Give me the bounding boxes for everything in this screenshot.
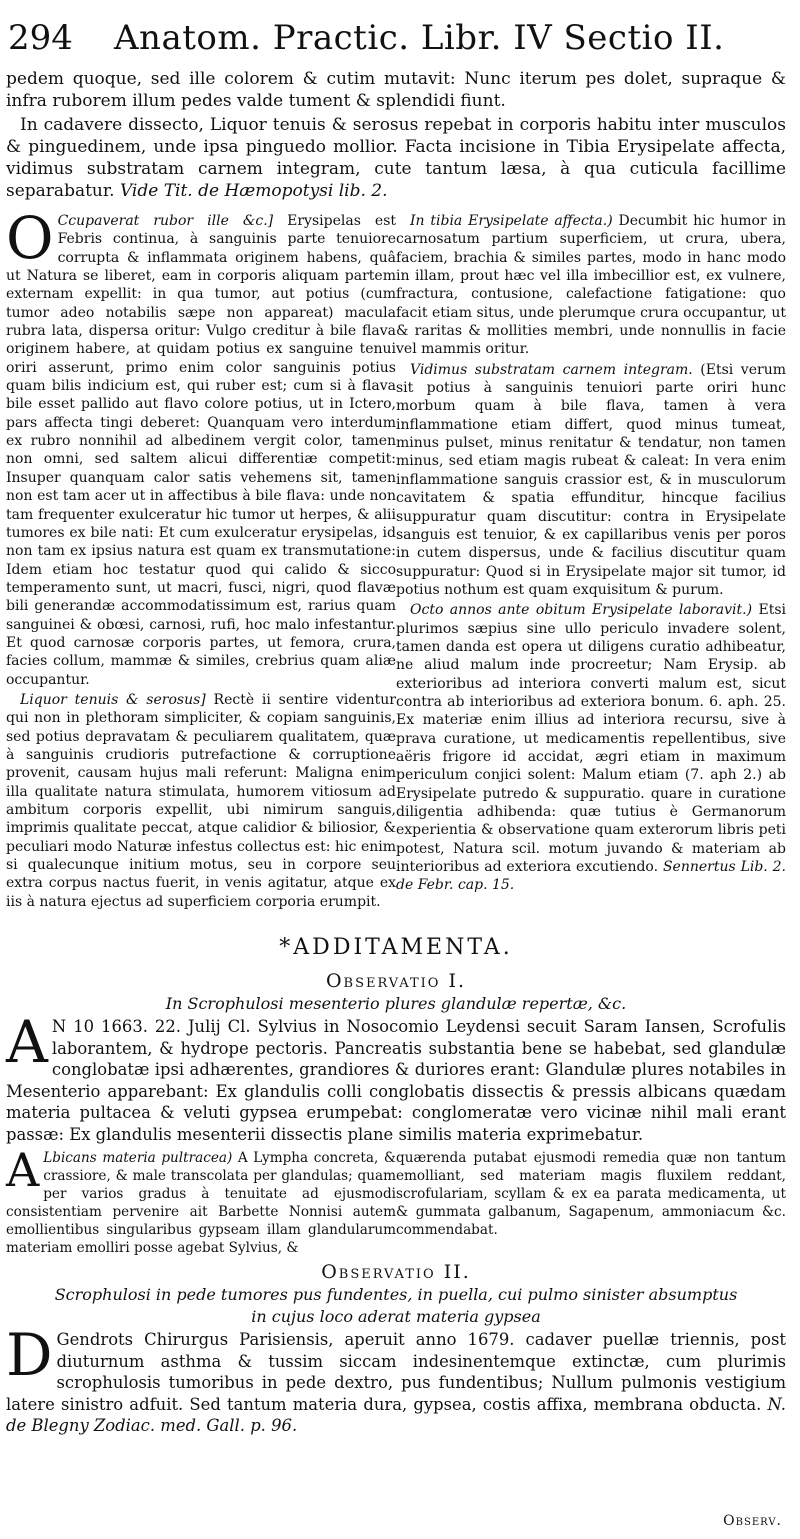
observation-2-reference: N. de Blegny Zodiac. med. Gall. p. 96.: [6, 1394, 786, 1436]
observation-2-title: Observatio II.: [321, 1261, 471, 1284]
drop-cap: A: [6, 1143, 40, 1198]
catchword: Observ.: [723, 1513, 782, 1529]
observation-1-subtitle: In Scrophulosi mesenterio plures glandulæ repertæ, &c.: [165, 994, 627, 1014]
right-paragraph-1: [396, 212, 786, 359]
observation-2-text: [6, 1321, 786, 1437]
right-paragraph-2: [396, 361, 786, 599]
drop-cap: D: [6, 1321, 53, 1390]
lemma: Octo annos ante obitum Erysipelate laboravit.): [410, 602, 753, 619]
scholium-left-text: A Lympha concreta, & crassiore, & male transcolata per glandulas; quam per varios gradus à tenuitate ad ejusmodi consistentiam pervenire ait Barbette Nonnisi autem emollientibus singularibus gypseam illam glandularum materiam emolliri posse agebat Sylvius, &: [6, 1150, 396, 1257]
intro-paragraph-2-text: In cadavere dissecto, Liquor tenuis & serosus repebat in corporis habitu inter musculos & pinguedinem, unde ipsa pinguedo mollior. Facta incisione in Tibia Erysipelate affecta, vidimus substratam carnem integram, cute tantum læsa, à qua cuticula facillime separabatur.: [6, 115, 786, 201]
left-paragraph-2: [6, 691, 396, 911]
lemma: In tibia Erysipelate affecta.): [410, 213, 613, 229]
left-column: [6, 204, 397, 913]
observation-1-text: [6, 1008, 786, 1145]
left-paragraph-1-text: Erysipelas est Febris continua, à sanguinis parte tenuiore corrupta & inflammata originem habens, quâ ut Natura se liberet, eam in corporis aliquam partem externam expellit: in qua tumor, aut potius (cum tumor adeo notabilis sæpe non appareat) macula rubra lata, dispersa oritur: Vulgo creditur à bile flava originem habere, at quidam potius ex sanguine tenui oriri asserunt, primo enim color sanguinis potius quam bilis indicium est, qui ruber est; cum si à flava bile esset pallido aut flavo colore potius, ut in Ictero, pars affecta tingi deberet: Quanquam vero interdum ex rubro nonnihil ad albedinem vergit color, tamen non omni, sed saltem alicui differentiæ competit: Insuper quanquam calor satis vehemens sit, tamen non est tam acer ut in affectibus à bile flava: unde non tam frequenter exulceratur hic tumor ut herpes, & alii tumores ex bile nati: Et cum exulceratur erysipelas, id non tam ex ipsius natura est quam ex transmutatione: Idem etiam hoc testatur quod qui calido & sicco temperamento sunt, ut macri, fusci, nigri, quod flavæ bili generandæ accommodatissimum est, rarius quam sanguinei & obœsi, carnosi, rufi, hoc malo infestantur. Et quod carnosæ corporis partes, ut femora, crura, facies collum, mammæ & similes, crebrius quam aliæ occupantur.: [6, 213, 397, 688]
running-title: Anatom. Practic. Libr. IV Sectio II.: [114, 18, 725, 58]
intro-reference: Vide Tit. de Hæmopotysi lib. 2.: [119, 181, 388, 201]
left-paragraph-2-text: Rectè ii sentire videntur qui non in plethoram simpliciter, & copiam sanguinis, sed potius depravatam & peculiarem qualitatem, quæ à sanguinis crudioris putrefactione & corruptione provenit, causam hujus mali referunt: Maligna enim illa qualitate natura stimulata, humorem vitiosum ad ambitum corporis expellit, ubi nimirum sanguis, imprimis qualitate peccat, atque calidior & biliosior, & peculiari modo Naturæ infestus collectus est: hic enim si qualecunque initium motus, seu in corpore seu extra corpus nactus fuerit, in venis agitatur, atque ex iis à natura ejectus ad superficiem corporia erumpit.: [6, 691, 397, 910]
observation-2-subtitle-1: Scrophulosi in pede tumores pus fundentes, in puella, cui pulmo sinister absumptus: [54, 1285, 738, 1305]
observation-2-body: Gendrots Chirurgus Parisiensis, aperuit anno 1679. cadaver puellæ triennis, post diuturnum asthma & tussim siccam indesinentemque extinctæ, cum plurimis scrophulosis tumoribus in pede dextro, pus fundentibus; Nullum pulmonis vestigium latere sinistro adfuit. Sed tantum materia dura, gypsea, costis affixa, membrana obducta.: [6, 1330, 786, 1414]
right-reference: Sennertus Lib. 2. de Febr. cap. 15.: [396, 859, 786, 894]
observation-1-body: N 10 1663. 22. Julij Cl. Sylvius in Nosocomio Leydensi secuit Saram Iansen, Scrofulis laborantem, & hydrope pectoris. Pancreatis substantia bene se habebat, sed glandulæ conglobatæ ipsi adhærentes, grandiores & duriores erant: Glandulæ plures notabiles in Mesenterio apparebant: Ex glandulis colli conglobatis dissectis & pressis albicans quædam materia pultacea & veluti gypsea erumpebat: conglomeratæ vero vicinæ nihil mali erant passæ: Ex glandulis mesenterii dissectis plane similis materia exprimebatur.: [6, 1017, 786, 1144]
right-paragraph-3-text: Etsi plurimos sæpius sine ullo periculo invadere solent, tamen danda est opera ut diligens curatio adhibeatur, ne aliud malum inde procreetur; Nam Erysip. ab exterioribus ad interiora converti malum est, sicut contra ab interioribus ad exteriora bonum. 6. aph. 25. Ex materiæ enim illius ad interiora recursu, sive à prava curatione, ut medicamentis repellentibus, sive aëris frigore id accidat, ægri etiam in maximum periculum conjici solent: Malum etiam (7. aph 2.) ab Erysipelate putredo & suppuratio. quare in curatione diligentia adhibenda: quæ tutius è Germanorum experientia & observatione quam exterorum libris peti potest, Natura scil. motum juvando & materiam ab interioribus ad exteriora excutiendo.: [396, 602, 786, 876]
lemma: Liquor tenuis & serosus]: [20, 691, 206, 708]
drop-cap: A: [6, 1008, 48, 1077]
right-column: [396, 212, 786, 913]
scholium-right: quærenda putabat ejusmodi remedia quæ non tantum emolliant, sed materiam magis fluxilem reddant, scrofulariam, scyllam & ex ea parata medicamenta, ut & gummata galbanum, Sagapenum, ammoniacum &c. commendabat.: [396, 1150, 786, 1239]
intro-text: [6, 68, 786, 202]
commentary-columns: [6, 204, 787, 913]
lemma: Lbicans materia pultracea): [43, 1150, 233, 1167]
page-number: 294: [8, 18, 73, 58]
page-header: [6, 18, 786, 68]
additamenta-heading: *ADDITAMENTA.: [279, 935, 513, 961]
right-paragraph-2-text: (Etsi verum sit potius à sanguinis tenuiori parte oriri hunc morbum quam à bile flava, tamen à vera inflammatione etiam differt, quod minus tumeat, minus pulset, minus renitatur & tendatur, non tamen minus, sed etiam magis rubeat & caleat: In vera enim inflammatione sanguis crassior est, & in musculorum cavitatem & spatia effunditur, hincque facilius suppuratur quam discutitur: contra in Erysipelate sanguis est tenuior, & ex capillaribus venis per poros in cutem dispersus, unde & facilius discutitur quam suppuratur: Quod si in Erysipelate major sit tumor, id potius nothum est quam exquisitum & purum.: [396, 361, 786, 598]
scholium-columns: [6, 1143, 786, 1257]
intro-paragraph-1: pedem quoque, sed ille colorem & cutim mutavit: Nunc iterum pes dolet, supraque & infra ruborem illum pedes valde tument & splendidi fiunt.: [6, 69, 786, 111]
observation-2-subtitle-2: in cujus loco aderat materia gypsea: [251, 1307, 541, 1327]
left-paragraph-1: [6, 204, 397, 689]
intro-paragraph-2: [6, 114, 786, 202]
scholium-left: [6, 1143, 396, 1257]
right-paragraph-3: [396, 601, 786, 895]
lemma: Ccupaverat rubor ille &c.]: [57, 213, 274, 229]
drop-cap: O: [6, 204, 54, 272]
lemma: Vidimus substratam carnem integram.: [410, 361, 693, 378]
observation-1-title: Observatio I.: [325, 970, 467, 993]
right-paragraph-1-text: Decumbit hic humor in carnosatum partium superficiem, ut crura, ubera, faciem, brachia & similes partes, modo in hanc modo in illam, prout hæc vel illa imbecillior est, ex vulnere, fractura, contusione, calefactione fatigatione: quo facit etiam situs, unde plerumque crura occupantur, ut & raritas & mollities membri, unde nonnullis in facie vel mammis oritur.: [396, 213, 787, 358]
